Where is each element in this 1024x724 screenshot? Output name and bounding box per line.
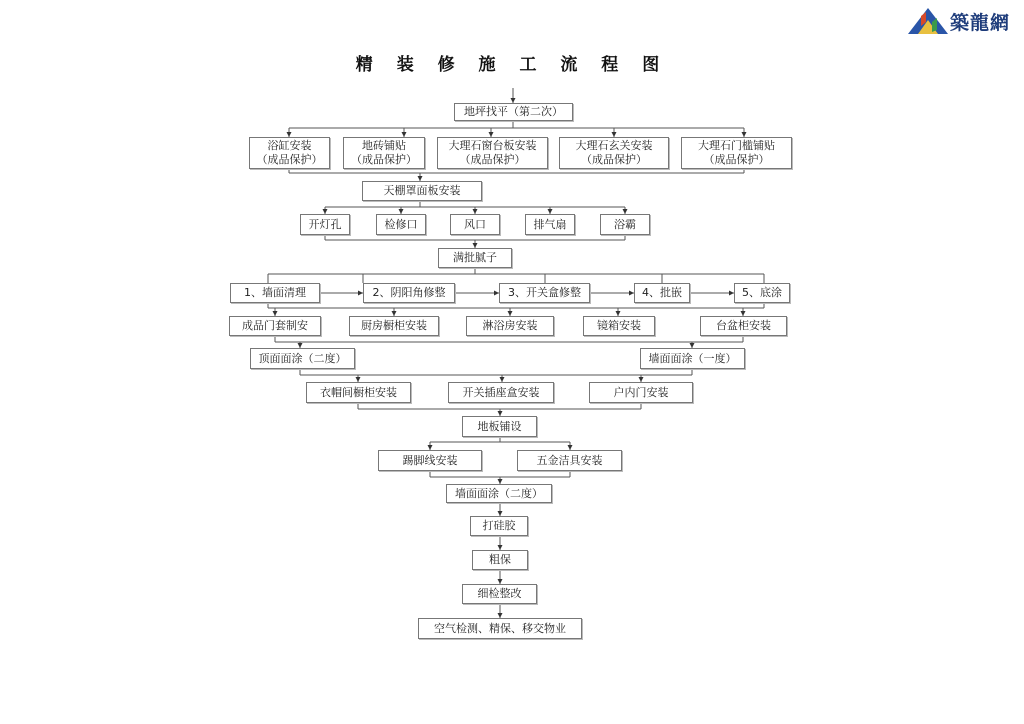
step-wardrobe: 衣帽间橱柜安装 <box>306 382 411 403</box>
step-primer: 5、底涂 <box>734 283 790 303</box>
chart-title: 精 装 修 施 工 流 程 图 <box>355 55 669 75</box>
step-marble-threshold-line2: （成品保护） <box>703 153 770 166</box>
step-kitchen-cabinet: 厨房橱柜安装 <box>349 316 439 336</box>
step-floor-tile-line1: 地砖铺贴 <box>362 139 406 152</box>
step-light-hole: 开灯孔 <box>300 214 350 235</box>
step-floor-level: 地坪找平（第二次） <box>454 103 573 121</box>
step-skirting: 踢脚线安装 <box>378 450 482 471</box>
step-ceiling-panel: 天棚罩面板安装 <box>362 181 482 201</box>
step-ceiling-paint-2: 顶面面涂（二度） <box>250 348 355 369</box>
step-shower-room: 淋浴房安装 <box>466 316 554 336</box>
step-marble-sill-line1: 大理石窗台板安装 <box>448 139 537 152</box>
step-silicone: 打硅胶 <box>470 516 528 536</box>
step-bathtub-line2: （成品保护） <box>256 153 323 166</box>
step-wall-paint-2: 墙面面涂（二度） <box>446 484 552 503</box>
step-marble-sill-line2: （成品保护） <box>459 153 526 166</box>
step-marble-entry <box>559 137 669 169</box>
step-hardware: 五金洁具安装 <box>517 450 622 471</box>
step-detail-check: 细检整改 <box>462 584 537 604</box>
logo-text: 築龍網 <box>950 12 1011 34</box>
step-wall-clean: 1、墙面清理 <box>230 283 320 303</box>
step-marble-threshold-line1: 大理石门槛铺贴 <box>698 139 775 152</box>
step-corner-fix: 2、阴阳角修整 <box>363 283 455 303</box>
step-bath-heater: 浴霸 <box>600 214 650 235</box>
step-marble-entry-line2: （成品保护） <box>581 153 647 166</box>
step-rough-clean: 粗保 <box>472 550 528 570</box>
step-bathtub-line1: 浴缸安装 <box>267 139 312 152</box>
step-bathtub <box>249 137 330 169</box>
step-marble-entry-line1: 大理石玄关安装 <box>575 139 653 152</box>
step-access-port: 检修口 <box>376 214 426 235</box>
step-caulk: 4、批嵌 <box>634 283 690 303</box>
step-floor-tile <box>343 137 425 169</box>
step-air-vent: 风口 <box>450 214 500 235</box>
step-switch-box: 3、开关盒修整 <box>499 283 590 303</box>
step-final: 空气检测、精保、移交物业 <box>418 618 582 639</box>
step-floor-tile-line2: （成品保护） <box>351 153 417 166</box>
step-mirror-box: 镜箱安装 <box>583 316 655 336</box>
step-basin-cabinet: 台盆柜安装 <box>700 316 787 336</box>
step-putty: 满批腻子 <box>438 248 512 268</box>
step-marble-sill <box>437 137 548 169</box>
step-door-frame: 成品门套制安 <box>229 316 321 336</box>
step-indoor-door: 户内门安装 <box>589 382 693 403</box>
step-floor-board: 地板铺设 <box>462 416 537 437</box>
step-switch-socket: 开关插座盒安装 <box>448 382 554 403</box>
step-exhaust-fan: 排气扇 <box>525 214 575 235</box>
step-marble-threshold <box>681 137 792 169</box>
step-wall-paint-1: 墙面面涂（一度） <box>640 348 745 369</box>
